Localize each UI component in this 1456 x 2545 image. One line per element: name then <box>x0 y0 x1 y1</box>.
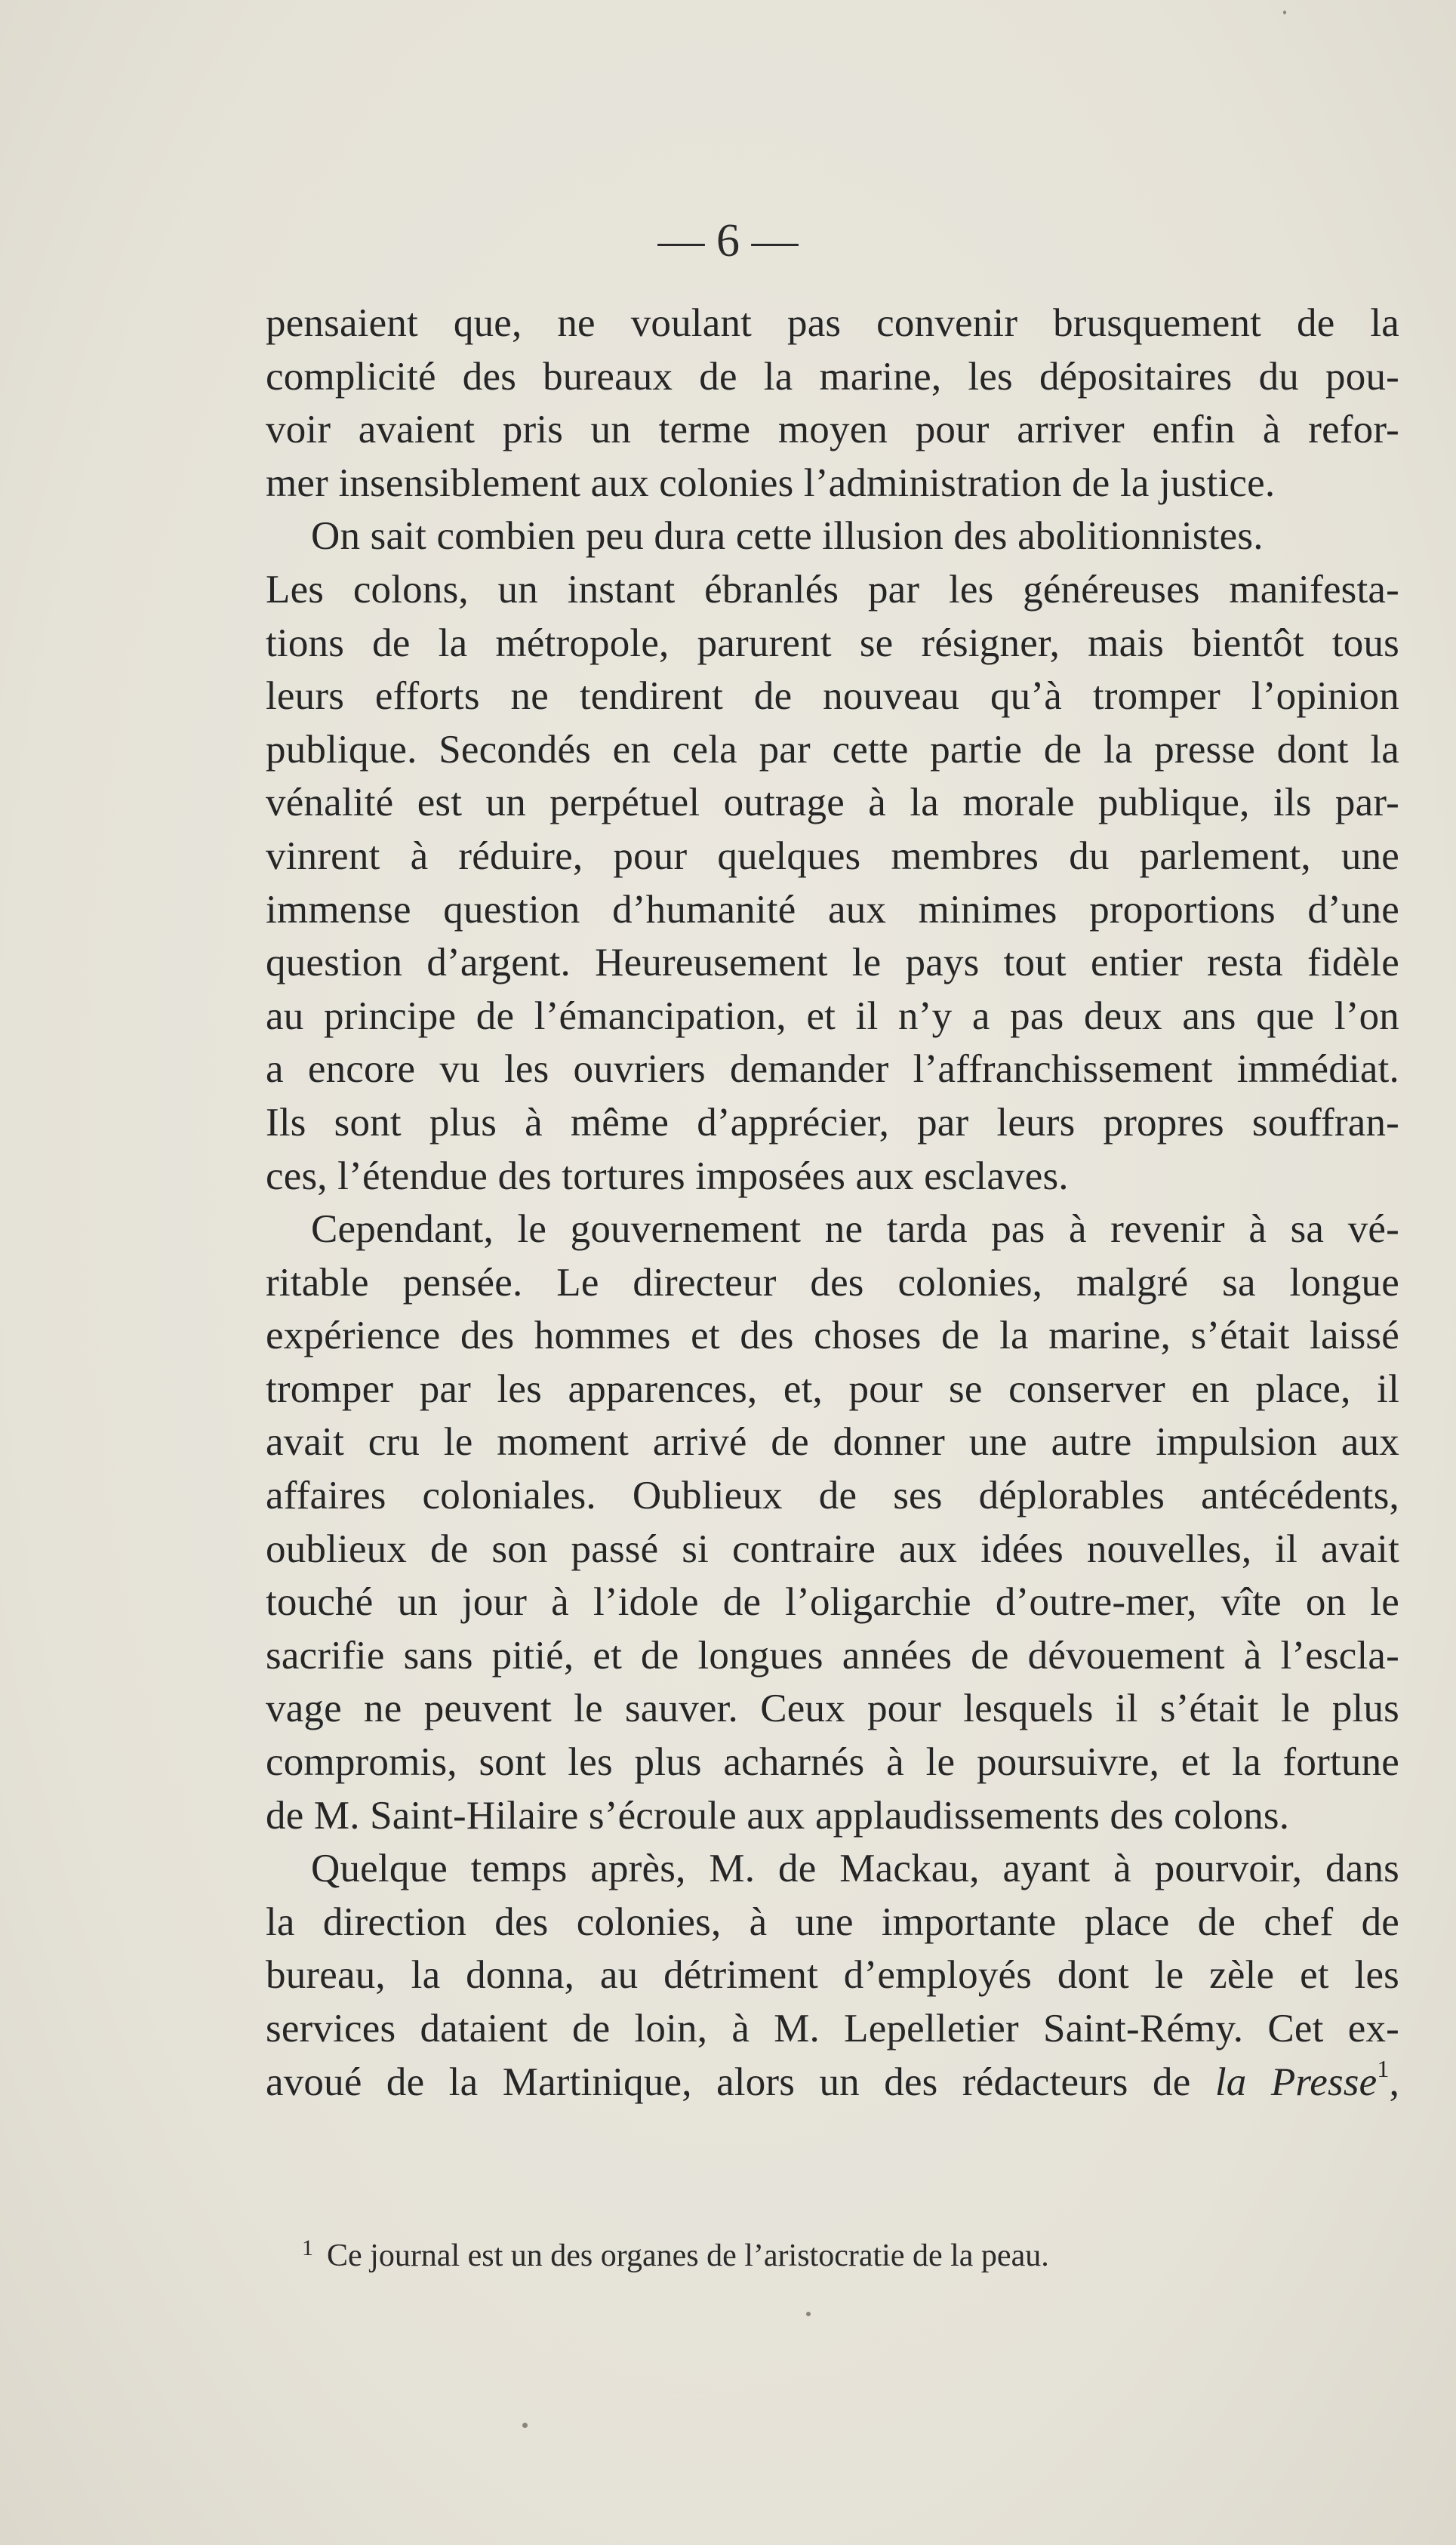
text-line: pensaient que, ne voulant pas convenir brusquement de la <box>266 301 1399 345</box>
text-line: leurs efforts ne tendirent de nouveau qu’à tromper l’opinion <box>266 674 1399 719</box>
text-line: immense question d’humanité aux minimes proportions d’une <box>266 887 1399 932</box>
text-line: tromper par les apparences, et, pour se conserver en place, il <box>266 1366 1399 1411</box>
page-number: — 6 — <box>657 215 799 267</box>
text-line: vinrent à réduire, pour quelques membres du parlement, une <box>266 833 1399 878</box>
text-line: mer insensiblement aux colonies l’administration de la justice. <box>266 461 1276 505</box>
body-text <box>266 297 1399 2109</box>
text-line: avait cru le moment arrivé de donner une autre impulsion aux <box>266 1420 1399 1465</box>
newspaper-title: la Presse <box>1214 2060 1378 2104</box>
footnote-reference: 1 <box>1377 2054 1390 2082</box>
text-line: a encore vu les ouvriers demander l’affranchissement immédiat. <box>266 1047 1399 1092</box>
last-text-line <box>266 2056 1399 2109</box>
text-line: complicité des bureaux de la marine, les dépositaires du pou- <box>266 354 1399 399</box>
text-line: oublieux de son passé si contraire aux idées nouvelles, il avait <box>266 1527 1399 1571</box>
text-line: publique. Secondés en cela par cette partie de la presse dont la <box>266 727 1399 772</box>
text-line: sacrifie sans pitié, et de longues années de dévouement à l’escla- <box>266 1633 1399 1678</box>
text-line: touché un jour à l’idole de l’oligarchie d’outre-mer, vîte on le <box>266 1580 1399 1625</box>
text-line: vage ne peuvent le sauver. Ceux pour lesquels il s’était le plus <box>266 1687 1399 1731</box>
text-line: expérience des hommes et des choses de la marine, s’était laissé <box>266 1314 1399 1358</box>
footnote-mark: 1 <box>302 2235 313 2260</box>
text-line: affaires coloniales. Oublieux de ses déplorables antécédents, <box>266 1474 1399 1518</box>
footnote-text: Ce journal est un des organes de l’aristocratie de la peau. <box>327 2238 1049 2273</box>
text-line: vénalité est un perpétuel outrage à la morale publique, ils par- <box>266 781 1399 825</box>
text-line: services dataient de loin, à M. Lepelletier Saint-Rémy. Cet ex- <box>266 2007 1399 2050</box>
paper-speck <box>522 2423 528 2428</box>
text-line: de M. Saint-Hilaire s’écroule aux applaudissements des colons. <box>266 1793 1290 1838</box>
text-line: la direction des colonies, à une importante place de chef de <box>266 1900 1399 1944</box>
text-line: compromis, sont les plus acharnés à le poursuivre, et la fortune <box>266 1740 1399 1785</box>
text-line: ces, l’étendue des tortures imposées aux esclaves. <box>266 1154 1069 1198</box>
footnote <box>302 2227 1283 2277</box>
last-line-end: , <box>1389 2060 1400 2104</box>
paragraph-start-line: On sait combien peu dura cette illusion des abolitionnistes. <box>311 514 1264 559</box>
paper-speck <box>806 2312 811 2316</box>
text-line: bureau, la donna, au détriment d’employés dont le zèle et les <box>266 1953 1399 1998</box>
text-line: question d’argent. Heureusement le pays tout entier resta fidèle <box>266 941 1399 985</box>
last-line-start: avoué de la Martinique, alors un des rédacteurs de <box>266 2060 1191 2104</box>
text-line: au principe de l’émancipation, et il n’y a pas deux ans que l’on <box>266 994 1399 1038</box>
text-line: Les colons, un instant ébranlés par les généreuses manifesta- <box>266 567 1399 612</box>
text-line: tions de la métropole, parurent se résigner, mais bientôt tous <box>266 621 1399 665</box>
paragraph-start-line: Cependant, le gouvernement ne tarda pas à revenir à sa vé- <box>311 1207 1399 1252</box>
text-line: voir avaient pris un terme moyen pour arriver enfin à refor- <box>266 408 1399 452</box>
text-line: ritable pensée. Le directeur des colonies, malgré sa longue <box>266 1260 1399 1305</box>
text-line: Ils sont plus à même d’apprécier, par leurs propres souffran- <box>266 1100 1399 1145</box>
paragraph-start-line: Quelque temps après, M. de Mackau, ayant à pourvoir, dans <box>311 1847 1399 1891</box>
paper-speck <box>1283 11 1286 14</box>
